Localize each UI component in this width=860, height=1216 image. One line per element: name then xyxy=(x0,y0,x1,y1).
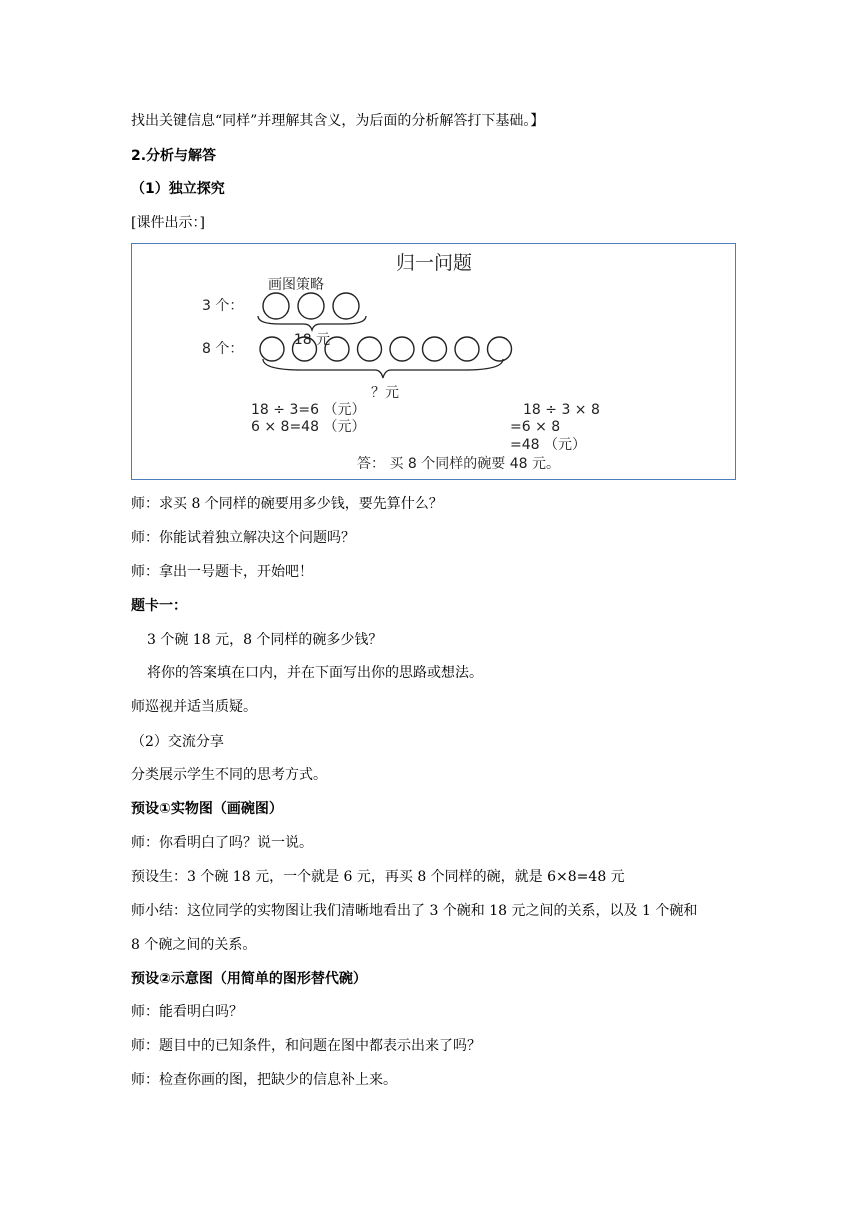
courseware-figure xyxy=(131,243,736,480)
bowl-circle xyxy=(298,293,324,319)
bowl-circle xyxy=(263,293,289,319)
row1-label: 3 个： xyxy=(202,298,244,314)
method1-line1: 18 ÷ 3=6 （元） xyxy=(251,402,366,418)
text-line-1: 找出关键信息“同样”并理解其含义，为后面的分析解答打下基础。】 xyxy=(131,113,545,129)
subsection-heading-share: （2）交流分享 xyxy=(131,734,224,750)
figure-answer: 答： 买 8 个同样的碗要 48 元。 xyxy=(357,456,560,472)
bowl-circle xyxy=(260,337,284,361)
method2-line2: =6 × 8 xyxy=(510,419,561,435)
figure-title: 归一问题 xyxy=(395,252,473,274)
text-line-teacher-5: 师：能看明白吗？ xyxy=(131,1004,243,1020)
courseware-note: [课件出示：] xyxy=(131,215,205,231)
section-heading-analysis: 2.分析与解答 xyxy=(131,148,217,164)
subsection-heading-independent: （1）独立探究 xyxy=(131,181,225,197)
method1-line2: 6 × 8=48 （元） xyxy=(251,419,366,435)
method2-line3: =48 （元） xyxy=(510,437,586,453)
text-line-teacher-2: 师：你能试着独立解决这个问题吗？ xyxy=(131,530,355,546)
bowl-circle xyxy=(488,337,512,361)
row2-brace xyxy=(263,359,503,378)
card-one-heading: 题卡一： xyxy=(131,598,187,614)
preset-2-heading: 预设②示意图（用简单的图形替代碗） xyxy=(131,971,367,987)
row2-brace-label: ？元 xyxy=(371,385,399,401)
preset-1-heading: 预设①实物图（画碗图） xyxy=(131,801,283,817)
text-line-teacher-4: 师：你看明白了吗？说一说。 xyxy=(131,835,313,851)
row2-label: 8 个： xyxy=(202,341,244,357)
text-line-teacher-6: 师：题目中的已知条件，和问题在图中都表示出来了吗？ xyxy=(131,1038,481,1054)
text-line-summary-2: 8 个碗之间的关系。 xyxy=(131,937,257,953)
bowl-circle xyxy=(333,293,359,319)
card-one-question: 3 个碗 18 元，8 个同样的碗多少钱？ xyxy=(147,632,383,648)
text-line-teacher-1: 师：求买 8 个同样的碗要用多少钱，要先算什么？ xyxy=(131,496,443,512)
bowl-circle xyxy=(325,337,349,361)
text-line-summary-1: 师小结：这位同学的实物图让我们清晰地看出了 3 个碗和 18 元之间的关系，以及 1 个碗和 xyxy=(131,903,698,919)
card-one-instruction: 将你的答案填在口内，并在下面写出你的思路或想法。 xyxy=(147,665,483,681)
bowl-circle xyxy=(455,337,479,361)
text-line-teacher-7: 师：检查你画的图，把缺少的信息补上来。 xyxy=(131,1072,397,1088)
bowl-circle xyxy=(423,337,447,361)
row1-bowls xyxy=(263,293,359,319)
text-line-teacher-3: 师：拿出一号题卡，开始吧！ xyxy=(131,564,313,580)
method2-line1: 18 ÷ 3 × 8 xyxy=(523,402,600,418)
text-line-teacher-patrol: 师巡视并适当质疑。 xyxy=(131,699,257,715)
text-line-student: 预设生：3 个碗 18 元，一个就是 6 元，再买 8 个同样的碗，就是 6×8=48 元 xyxy=(131,869,625,885)
row1-brace-label: 18 元 xyxy=(293,332,331,348)
figure-subtitle: 画图策略 xyxy=(268,277,324,293)
bowl-circle xyxy=(358,337,382,361)
figure-canvas xyxy=(132,244,737,481)
bowl-circle xyxy=(390,337,414,361)
text-line-classify: 分类展示学生不同的思考方式。 xyxy=(131,767,327,783)
